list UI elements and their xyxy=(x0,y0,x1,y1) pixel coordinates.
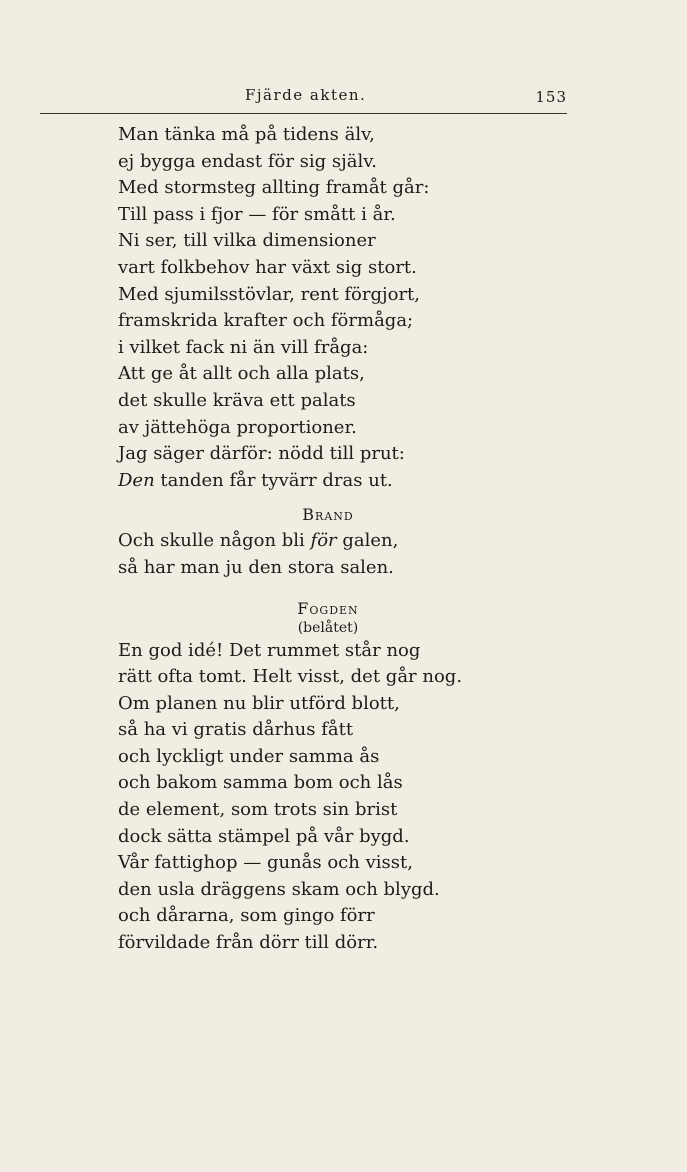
verse-line: de element, som trots sin brist xyxy=(118,799,398,821)
verse-line-start: Och skulle någon bli xyxy=(118,530,311,552)
running-title: Fjärde akten. xyxy=(245,86,367,104)
verse-line: Att ge åt allt och alla plats, xyxy=(118,363,365,385)
verse-line: den usla dräggens skam och blygd. xyxy=(118,878,440,900)
verse-line: och lyckligt under samma ås xyxy=(118,745,380,767)
verse-line: dock sätta stämpel på vår bygd. xyxy=(118,825,410,847)
verse-line: Ni ser, till vilka dimensioner xyxy=(118,230,376,252)
header-rule xyxy=(40,113,567,114)
verse-line: Om planen nu blir utförd blott, xyxy=(118,692,400,714)
verse-line-rest: tanden får tyvärr dras ut. xyxy=(154,469,393,491)
speaker-fogden: Fogden xyxy=(297,598,359,618)
verse-line: Jag säger därför: nödd till prut: xyxy=(118,443,405,465)
verse-line: Till pass i fjor — för smått i år. xyxy=(118,203,396,225)
verse-line: rätt ofta tomt. Helt visst, det går nog. xyxy=(118,666,463,688)
stage-direction: (belåtet) xyxy=(297,619,359,636)
verse-line: framskrida krafter och förmåga; xyxy=(118,310,414,332)
running-head xyxy=(40,86,567,110)
stanza-1 xyxy=(118,122,558,494)
verse-line: vart folkbehov har växt sig stort. xyxy=(118,256,417,278)
verse-line: av jättehöga proportioner. xyxy=(118,416,357,438)
emphasis-word: Den xyxy=(118,469,155,491)
verse-line: det skulle kräva ett palats xyxy=(118,389,356,411)
verse-line: och dårarna, som gingo förr xyxy=(118,905,375,927)
verse-line: En god idé! Det rummet står nog xyxy=(118,639,421,661)
speaker-brand: Brand xyxy=(302,505,354,525)
verse-line: i vilket fack ni än vill fråga: xyxy=(118,336,369,358)
verse-line xyxy=(118,468,558,495)
verse-line-end: galen, xyxy=(336,530,399,552)
verse-line: och bakom samma bom och lås xyxy=(118,772,403,794)
verse-line: ej bygga endast för sig själv. xyxy=(118,150,377,172)
verse-line: så har man ju den stora salen. xyxy=(118,556,394,578)
stanza-fogden xyxy=(118,638,558,957)
verse-line: Med stormsteg allting framåt går: xyxy=(118,177,430,199)
verse-line: så ha vi gratis dårhus fått xyxy=(118,719,354,741)
page-number: 153 xyxy=(535,88,567,106)
verse-line: Med sjumilsstövlar, rent förgjort, xyxy=(118,283,421,305)
verse-line: förvildade från dörr till dörr. xyxy=(118,932,379,954)
verse-line xyxy=(118,528,558,555)
emphasis-word: för xyxy=(310,530,337,552)
verse-text xyxy=(118,122,558,957)
verse-line: Vår fattighop — gunås och visst, xyxy=(118,852,413,874)
verse-line: Man tänka må på tidens älv, xyxy=(118,124,375,145)
